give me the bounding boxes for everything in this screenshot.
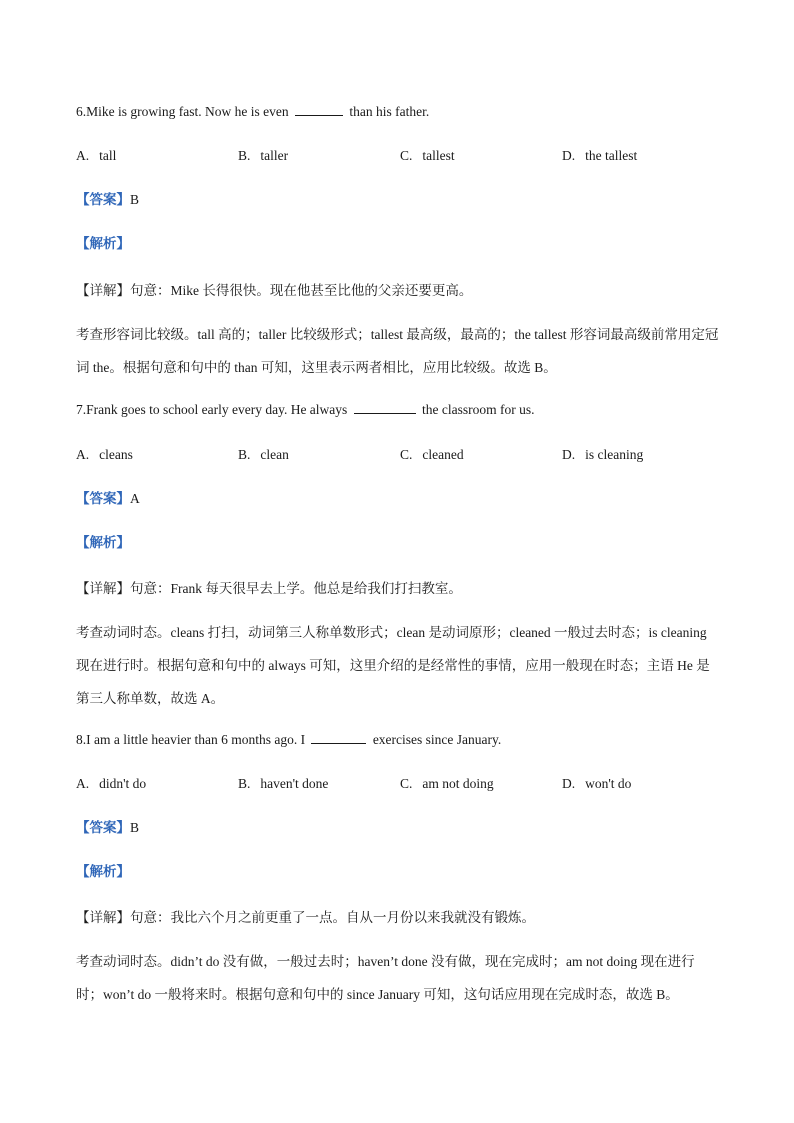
question-7-answer: [76, 490, 140, 508]
analysis-tag: 【解析】: [76, 864, 130, 879]
detail-tag: 【详解】: [76, 910, 130, 925]
question-7-analysis-heading: [76, 534, 130, 552]
answer-tag: 【答案】: [76, 491, 130, 506]
detail-tag: 【详解】: [76, 581, 130, 596]
question-6-stem-end: than his father.: [349, 104, 430, 119]
question-7-explanation: 考查动词时态。cleans 打扫，动词第三人称单数形式；clean 是动词原形；cleaned 一般过去时态；is cleaning 现在进行时。根据句意和句中的 always 可知，这里介绍的是经常性的事情，应用一般现在时态；主语 He 是第三人称单数，故选 A。: [76, 625, 710, 706]
answer-tag: 【答案】: [76, 820, 130, 835]
question-7-option-b: B. clean: [238, 447, 289, 462]
question-7-stem: [76, 401, 535, 419]
question-6-stem-start: 6.Mike is growing fast. Now he is even: [76, 104, 289, 119]
question-6-answer: [76, 191, 139, 209]
answer-tag: 【答案】: [76, 192, 130, 207]
question-6-option-a: A. tall: [76, 148, 117, 163]
question-8-analysis-heading: [76, 863, 130, 881]
question-7-option-d: D. is cleaning: [562, 447, 644, 462]
question-6-analysis-heading: [76, 235, 130, 253]
question-8-explanation: 考查动词时态。didn’t do 没有做，一般过去时；haven’t done 没有做，现在完成时；am not doing 现在进行时；won’t do 一般将来时。根据句意和句中的 since January 可知，这句话应用现在完成时态，故选 B。: [76, 954, 695, 1002]
answer-value: B: [130, 820, 140, 835]
question-8-option-b: B. haven't done: [238, 776, 329, 791]
question-7-option-c: C. cleaned: [400, 447, 464, 462]
question-8-stem: [76, 731, 501, 749]
question-6-option-c: C. tallest: [400, 148, 455, 163]
answer-value: B: [130, 192, 140, 207]
detail-text: 句意：我比六个月之前更重了一点。自从一月份以来我就没有锻炼。: [130, 910, 535, 925]
analysis-tag: 【解析】: [76, 236, 130, 251]
question-8-option-d: D. won't do: [562, 776, 632, 791]
question-6-blank: [295, 103, 343, 116]
question-6-option-b: B. taller: [238, 148, 289, 163]
answer-value: A: [130, 491, 140, 506]
question-6-explanation: 考查形容词比较级。tall 高的；taller 比较级形式；tallest 最高级，最高的；the tallest 形容词最高级前常用定冠词 the。根据句意和句中的 than 可知，这里表示两者相比，应用比较级。故选 B。: [76, 327, 719, 375]
question-8-option-c: C. am not doing: [400, 776, 494, 791]
question-6-option-d: D. the tallest: [562, 148, 638, 163]
question-8-option-a: A. didn't do: [76, 776, 147, 791]
question-8-answer: [76, 819, 139, 837]
question-6-stem: [76, 103, 429, 121]
question-8-stem-start: 8.I am a little heavier than 6 months ago. I: [76, 732, 306, 747]
question-7-option-a: A. cleans: [76, 447, 133, 462]
question-7-stem-end: the classroom for us.: [422, 402, 535, 417]
question-6-detail: [76, 282, 472, 300]
question-8-blank: [311, 731, 366, 744]
analysis-tag: 【解析】: [76, 535, 130, 550]
question-7-blank: [354, 401, 416, 414]
question-8-stem-end: exercises since January.: [372, 732, 502, 747]
detail-tag: 【详解】: [76, 283, 130, 298]
question-8-detail: [76, 909, 535, 927]
question-7-detail: [76, 580, 462, 598]
detail-text: 句意：Mike 长得很快。现在他甚至比他的父亲还要更高。: [130, 283, 473, 298]
question-7-stem-start: 7.Frank goes to school early every day. He always: [76, 402, 348, 417]
detail-text: 句意：Frank 每天很早去上学。他总是给我们打扫教室。: [130, 581, 462, 596]
